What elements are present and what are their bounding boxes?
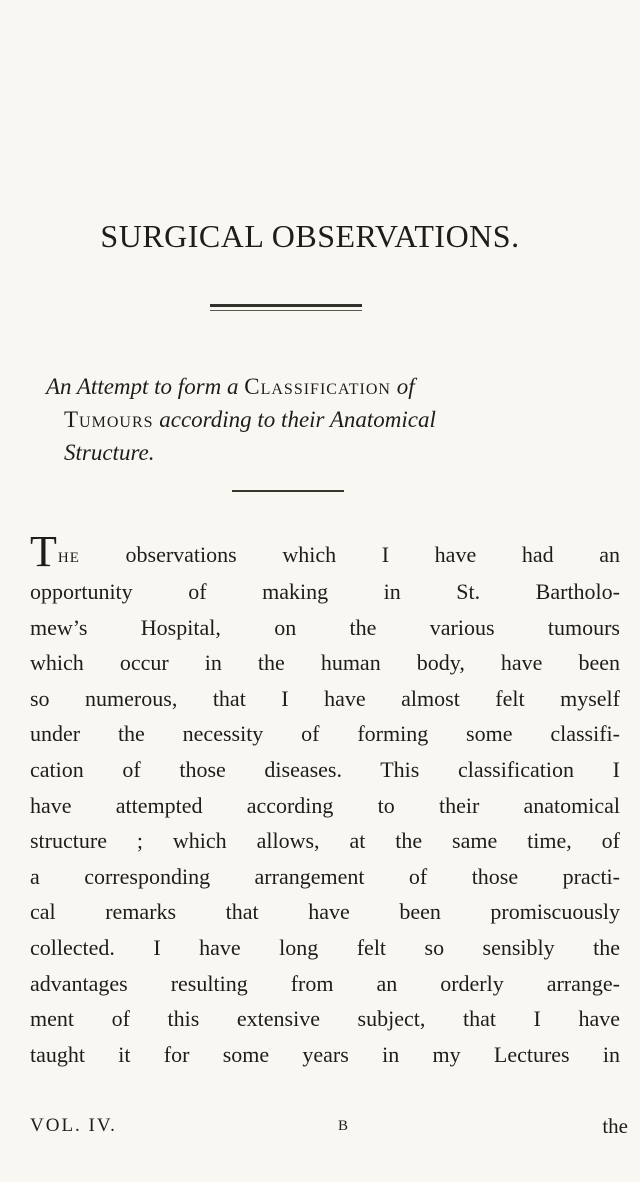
subtitle-smallcaps-text: Classification bbox=[244, 374, 391, 399]
subtitle-italic-text: according to their Anatomical bbox=[153, 407, 436, 432]
body-line: under the necessity of forming some classifi- bbox=[30, 721, 620, 747]
body-paragraph bbox=[30, 527, 620, 1072]
body-line: cation of those diseases. This classification I bbox=[30, 756, 620, 782]
body-line-text: observations which I have had an bbox=[79, 542, 620, 567]
body-line: have attempted according to their anatomical bbox=[30, 792, 620, 818]
subtitle-italic-text: An Attempt to form a bbox=[46, 374, 245, 399]
page-title: SURGICAL OBSERVATIONS. bbox=[100, 218, 520, 254]
page-footer bbox=[30, 1113, 628, 1141]
body-line: cal remarks that have been promiscuously bbox=[30, 899, 620, 925]
subtitle-smallcaps-text: Tumours bbox=[64, 407, 154, 432]
body-line: so numerous, that I have almost felt myself bbox=[30, 685, 620, 711]
drop-cap-letter: T bbox=[30, 527, 57, 576]
body-line: ment of this extensive subject, that I have bbox=[30, 1006, 620, 1032]
subtitle-line-3: Structure. bbox=[64, 440, 155, 465]
ornamental-rule-thin bbox=[210, 310, 362, 311]
first-word-smallcaps: he bbox=[57, 542, 80, 567]
signature-mark: B bbox=[338, 1118, 349, 1134]
body-line: mew’s Hospital, on the various tumours bbox=[30, 614, 620, 640]
subtitle-line-1 bbox=[46, 370, 606, 403]
body-line: taught it for some years in my Lectures in bbox=[30, 1041, 620, 1067]
body-line: collected. I have long felt so sensibly the bbox=[30, 934, 620, 960]
body-line: structure ; which allows, at the same time, of bbox=[30, 828, 620, 854]
body-line: which occur in the human body, have been bbox=[30, 650, 620, 676]
volume-label: VOL. IV. bbox=[30, 1115, 117, 1136]
section-subtitle bbox=[46, 370, 606, 469]
body-line: a corresponding arrangement of those practi- bbox=[30, 863, 620, 889]
ornamental-rule-thick bbox=[210, 304, 362, 307]
body-line: advantages resulting from an orderly arrange- bbox=[30, 970, 620, 996]
subtitle-line-2 bbox=[46, 403, 606, 436]
section-divider-rule bbox=[232, 490, 344, 492]
subtitle-italic-text: of bbox=[390, 374, 415, 399]
body-line: opportunity of making in St. Bartholo- bbox=[30, 579, 620, 604]
catchword: the bbox=[602, 1114, 628, 1138]
body-line bbox=[30, 527, 620, 576]
